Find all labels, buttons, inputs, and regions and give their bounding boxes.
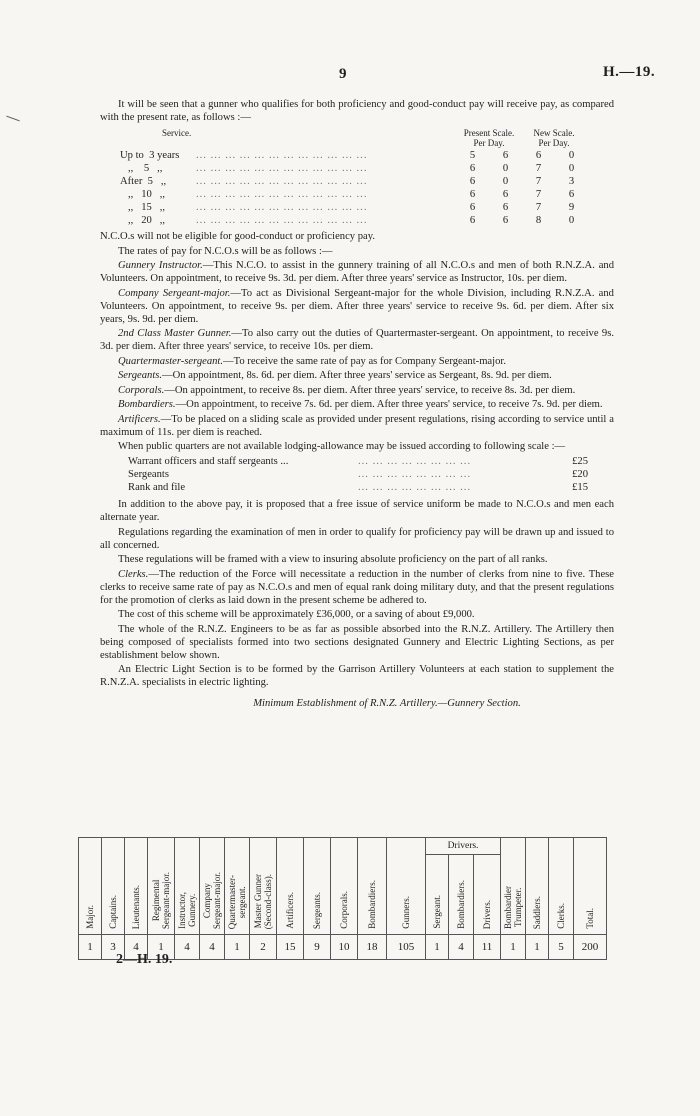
establishment-table (78, 837, 607, 960)
bombardiers-title: Bombardiers. (118, 399, 176, 410)
table-cell: 3 (102, 935, 125, 960)
sergeants-paragraph (100, 369, 614, 382)
col-header (225, 838, 250, 935)
regulations-paragraph: Regulations regarding the examination of men in order to qualify for proficiency pay will be drawn up and issued to all concerned. (100, 526, 614, 551)
company-sergeant-major-paragraph (100, 287, 614, 326)
engineers-paragraph: The whole of the R.N.Z. Engineers to be as far as possible absorbed into the R.N.Z. Artillery. The Artillery then being composed of specialists formed into two sections designated Gunnery and Electric Lighting Sections, as per establishment below shown. (100, 623, 614, 661)
col-header-label: Bombardiers. (456, 880, 466, 929)
sergeants-title: Sergeants. (118, 370, 163, 381)
scale-col-new (522, 128, 586, 148)
new-shillings: 7 (535, 202, 542, 213)
table-cell: 4 (125, 935, 148, 960)
leader-dots: ... ... ... ... ... ... ... ... (358, 469, 472, 480)
table-cell: 1 (79, 935, 102, 960)
present-pence: 6 (502, 150, 509, 161)
present-shillings: 6 (469, 202, 476, 213)
lodging-amount: £15 (572, 482, 588, 493)
master-gunner-title: 2nd Class Master Gunner. (118, 328, 232, 339)
lodging-row (100, 481, 614, 494)
scale-col-present-sub: Per Day. (473, 138, 505, 148)
col-header (277, 838, 304, 935)
col-header (426, 855, 449, 935)
intro-paragraph: It will be seen that a gunner who qualifies for both proficiency and good-conduct pay will receive pay, as compared with the present rate, as follows :— (100, 99, 614, 123)
scale-col-present-label: Present Scale. (463, 128, 515, 138)
col-header-label: Company Sergeant-major. (202, 871, 222, 929)
col-header (175, 838, 200, 935)
new-pence: 0 (568, 150, 575, 161)
scale-row-label: ,, 10 ,, (120, 189, 166, 200)
table-cell: 15 (277, 935, 304, 960)
col-header-label: Clerks. (556, 903, 566, 929)
establishment-header-row (79, 838, 607, 855)
scale-row-label: Up to 3 years (120, 150, 180, 161)
scale-col-new-label: New Scale. (533, 128, 575, 138)
scale-row (100, 188, 614, 201)
scale-row (100, 175, 614, 188)
lodging-rank: Sergeants (128, 469, 169, 480)
scale-row (100, 214, 614, 227)
drivers-group-header: Drivers. (426, 838, 501, 855)
leader-dots: ... ... ... ... ... ... ... ... ... ... ... ... (196, 150, 368, 161)
scale-row-label: ,, 5 ,, (120, 163, 163, 174)
scale-row (100, 162, 614, 175)
col-header-label: Sergeants. (312, 891, 322, 929)
lodging-rank: Rank and file (128, 482, 186, 493)
document-reference: H.—19. (603, 64, 656, 80)
table-cell: 9 (304, 935, 331, 960)
corporals-paragraph (100, 384, 614, 397)
clerks-paragraph (100, 568, 614, 607)
quartermaster-paragraph (100, 355, 614, 368)
col-header-label: Master Gunner (Second-class). (253, 873, 273, 929)
scale-row-label: After 5 ,, (120, 176, 167, 187)
col-header-label: Bombardiers. (367, 880, 377, 929)
sergeants-text: —On appointment, 8s. 6d. per diem. After three years' service as Sergeant, 8s. 9d. per diem. (162, 370, 552, 381)
table-cell: 1 (225, 935, 250, 960)
company-sergeant-major-text: —To act as Divisional Sergeant-major for the whole Division, including R.N.Z.A. and Volunteers. On appointment, to receive 9s. per diem. After three years' service to receive 9s. 6d. per diem. After six years, 9s. 9d. per diem. (100, 287, 614, 325)
leader-dots: ... ... ... ... ... ... ... ... ... ... ... ... (196, 176, 368, 187)
bombardiers-paragraph (100, 398, 614, 411)
scale-col-present (456, 128, 522, 148)
new-shillings: 8 (535, 215, 542, 226)
table-cell: 1 (501, 935, 526, 960)
present-pence: 0 (502, 163, 509, 174)
table-cell: 11 (474, 935, 501, 960)
leader-dots: ... ... ... ... ... ... ... ... ... ... ... ... (196, 202, 368, 213)
leader-dots: ... ... ... ... ... ... ... ... ... ... ... ... (196, 189, 368, 200)
master-gunner-paragraph (100, 327, 614, 353)
col-header-label: Quartermaster- sergeant. (227, 874, 247, 929)
quartermaster-text: —To receive the same rate of pay as for Company Sergeant-major. (223, 355, 506, 367)
table-cell: 2 (250, 935, 277, 960)
table-cell: 18 (358, 935, 387, 960)
scale-row-label: ,, 15 ,, (120, 202, 166, 213)
new-pence: 0 (568, 163, 575, 174)
present-shillings: 6 (469, 215, 476, 226)
corporals-title: Corporals. (118, 384, 165, 396)
present-pence: 6 (502, 189, 509, 200)
new-pence: 0 (568, 215, 575, 226)
col-header (387, 838, 426, 935)
col-header-label: Bombardier Trumpeter. (503, 886, 523, 929)
table-cell: 4 (449, 935, 474, 960)
scale-col-new-sub: Per Day. (538, 138, 570, 148)
clerks-title: Clerks. (118, 568, 149, 580)
quartermaster-title: Quartermaster-sergeant. (118, 355, 224, 367)
artificers-paragraph (100, 413, 614, 439)
col-header-label: Saddlers. (532, 895, 542, 929)
present-pence: 6 (502, 202, 509, 213)
col-header (449, 855, 474, 935)
new-shillings: 7 (535, 189, 542, 200)
table-cell: 4 (175, 935, 200, 960)
table-cell: 1 (426, 935, 449, 960)
col-header (79, 838, 102, 935)
establishment-title: Minimum Establishment of R.N.Z. Artillery.—Gunnery Section. (253, 698, 521, 709)
corporals-text: —On appointment, to receive 8s. per diem. After three years' service, to receive 8s. 3d. per diem. (164, 384, 576, 396)
rates-intro: The rates of pay for N.C.O.s will be as follows :— (118, 245, 333, 257)
table-cell: 105 (387, 935, 426, 960)
table-cell: 5 (549, 935, 574, 960)
artificers-text: —To be placed on a sliding scale as provided under present regulations, rising according to service until a maximum of 11s. per diem is reached. (100, 413, 614, 438)
framed-paragraph: These regulations will be framed with a view to insuring absolute proficiency on the part of all ranks. (118, 554, 548, 565)
present-shillings: 6 (469, 163, 476, 174)
new-pence: 6 (568, 189, 575, 200)
col-header-label: Lieutenants. (131, 884, 141, 929)
col-header (250, 838, 277, 935)
lodging-paragraph: When public quarters are not available lodging-allowance may be issued according to following scale :— (118, 441, 566, 452)
col-header-label: Sergeant. (432, 895, 442, 929)
col-header-label: Major. (85, 905, 95, 929)
lodging-amount: £20 (572, 469, 588, 480)
scale-table-body (100, 149, 614, 227)
table-cell: 200 (574, 935, 607, 960)
col-header (549, 838, 574, 935)
table-cell: 4 (200, 935, 225, 960)
master-gunner-text: —To also carry out the duties of Quartermaster-sergeant. On appointment, to receive 9s. 3d. per diem. After three years' service, to receive 10s. per diem. (100, 328, 614, 352)
col-header (102, 838, 125, 935)
company-sergeant-major-title: Company Sergeant-major. (118, 287, 231, 299)
table-cell: 10 (331, 935, 358, 960)
uniform-paragraph: In addition to the above pay, it is proposed that a free issue of service uniform be made to N.C.O.s and men each alternate year. (100, 499, 614, 523)
new-shillings: 6 (535, 150, 542, 161)
col-header-label: Captains. (108, 895, 118, 929)
leader-dots: ... ... ... ... ... ... ... ... (358, 482, 472, 493)
margin-mark (6, 116, 19, 122)
present-pence: 0 (502, 176, 509, 187)
artificers-title: Artificers. (118, 413, 161, 425)
bombardiers-text: —On appointment, to receive 7s. 6d. per diem. After three years' service, to receive 7s. 9d. per diem. (175, 399, 603, 410)
col-header (474, 855, 501, 935)
scale-row (100, 201, 614, 214)
col-header (331, 838, 358, 935)
leader-dots: ... ... ... ... ... ... ... ... ... ... ... ... (196, 163, 368, 174)
document-body (100, 98, 614, 716)
leader-dots: ... ... ... ... ... ... ... ... ... ... ... ... (196, 215, 368, 226)
col-header (148, 838, 175, 935)
lodging-rank: Warrant officers and staff sergeants ... (128, 456, 289, 467)
gunnery-instructor-paragraph (100, 259, 614, 285)
present-shillings: 5 (469, 150, 476, 161)
col-header-label: Corporals. (339, 891, 349, 929)
lodging-amount: £25 (572, 456, 588, 467)
new-shillings: 7 (535, 176, 542, 187)
col-header-label: Instructor, Gunnery. (177, 892, 197, 929)
col-header-label: Gunners. (401, 896, 411, 929)
nco-note: N.C.O.s will not be eligible for good-conduct or proficiency pay. (100, 231, 375, 242)
scale-row-label: ,, 20 ,, (120, 215, 166, 226)
scale-col-service: Service. (162, 128, 192, 138)
lodging-scale (100, 455, 614, 494)
scale-row (100, 149, 614, 162)
col-header-label: Drivers. (482, 899, 492, 929)
col-header (574, 838, 607, 935)
col-header (125, 838, 148, 935)
col-header-label: Total. (585, 908, 595, 929)
lodging-row (100, 455, 614, 468)
cost-paragraph: The cost of this scheme will be approximately £36,000, or a saving of about £9,000. (118, 609, 475, 620)
scale-table-header (100, 128, 614, 148)
table-cell: 1 (526, 935, 549, 960)
present-shillings: 6 (469, 176, 476, 187)
present-shillings: 6 (469, 189, 476, 200)
electric-light-paragraph: An Electric Light Section is to be formed by the Garrison Artillery Volunteers at each station to supplement the R.N.Z.A. specialists in electric lighting. (100, 664, 614, 688)
col-header-label: Artificers. (285, 892, 295, 929)
new-pence: 3 (568, 176, 575, 187)
present-pence: 6 (502, 215, 509, 226)
col-header (200, 838, 225, 935)
gunnery-instructor-title: Gunnery Instructor. (118, 260, 203, 271)
col-header (501, 838, 526, 935)
page-number: 9 (339, 66, 347, 82)
col-header (358, 838, 387, 935)
table-cell: 1 (148, 935, 175, 960)
col-header (526, 838, 549, 935)
gunnery-instructor-text: —This N.C.O. to assist in the gunnery training of all N.C.O.s and men of both R.N.Z.A. and Volunteers. On appointment, to receive 9s. 3d. per diem. After three years' service as Instructor, 10s. per diem. (100, 260, 614, 284)
lodging-row (100, 468, 614, 481)
new-pence: 9 (568, 202, 575, 213)
clerks-text: —The reduction of the Force will necessitate a reduction in the number of clerks from nine to five. These clerks to receive same rate of pay as N.C.O.s and men of equal rank doing military duty, and that the present regulations for the promotion of clerks as laid down in the present scheme be adhered to. (100, 568, 614, 606)
col-header (304, 838, 331, 935)
leader-dots: ... ... ... ... ... ... ... ... (358, 456, 472, 467)
col-header-label: Regimental Sergeant-major. (151, 871, 171, 929)
new-shillings: 7 (535, 163, 542, 174)
signature-mark: 2—H. 19. (116, 952, 173, 967)
